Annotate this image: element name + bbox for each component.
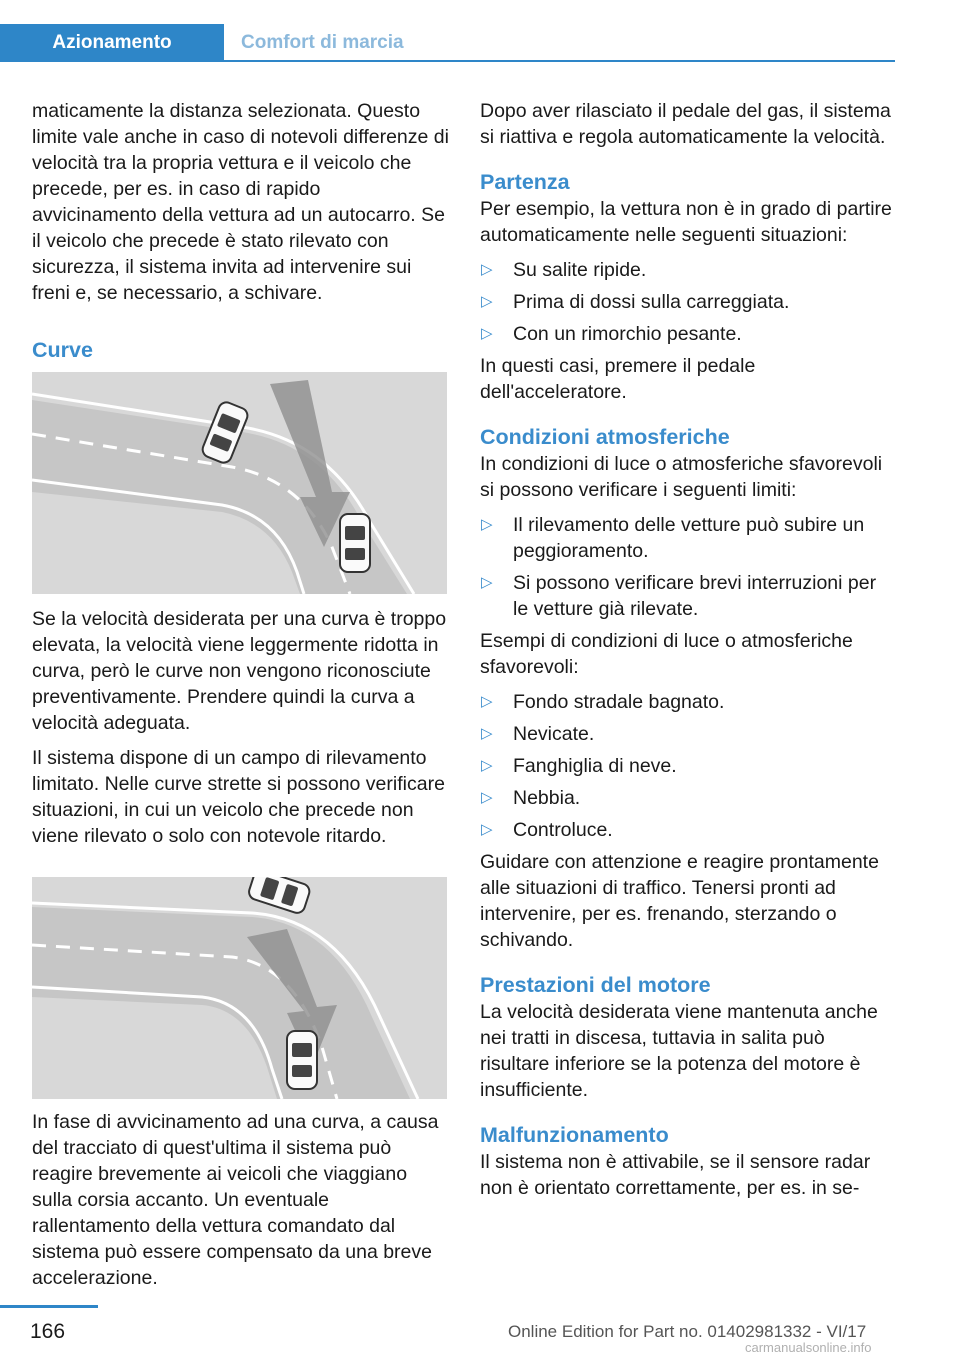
list-item: ▷ Fanghiglia di neve.	[480, 753, 896, 779]
list-item: ▷ Si possono verificare brevi interruzioni per le vetture già rilevate.	[480, 570, 896, 622]
list-limiti	[480, 512, 896, 622]
heading-curve: Curve	[32, 338, 93, 362]
list-condizioni	[480, 689, 896, 843]
header-divider	[0, 60, 895, 62]
paragraph: Il sistema non è attivabile, se il sensore radar non è orientato correttamente, per es. in se-	[480, 1151, 871, 1199]
list-item: ▷ Il rilevamento delle vetture può subire un peggioramento.	[480, 512, 896, 564]
heading-prestazioni: Prestazioni del motore	[480, 973, 711, 997]
section-tab-comfort[interactable]: Comfort di marcia	[241, 32, 404, 53]
list-item: ▷ Su salite ripide.	[480, 257, 896, 283]
paragraph: In fase di avvicinamento ad una curva, a causa del tracciato di quest'ultima il sistema può reagire brevemente ai veicoli che viaggiano sulla corsia accanto. Un eventuale rallentamento della vettura comandato dal sistema può essere compensato da una breve accelerazione.	[32, 1111, 439, 1289]
page-number: 166	[30, 1320, 66, 1343]
paragraph: La velocità desiderata viene mantenuta anche nei tratti in discesa, tuttavia in salita può risultare inferiore se la potenza del motore è insufficiente.	[480, 1001, 878, 1101]
paragraph: Dopo aver rilasciato il pedale del gas, il sistema si riattiva e regola automaticamente la velocità.	[480, 100, 891, 148]
list-item: ▷ Con un rimorchio pesante.	[480, 321, 896, 347]
list-item: ▷ Prima di dossi sulla carreggiata.	[480, 289, 896, 315]
watermark: carmanualsonline.info	[745, 1340, 872, 1355]
curve-illustration-1	[32, 372, 447, 594]
left-column	[32, 98, 450, 1300]
paragraph: Esempi di condizioni di luce o atmosferiche sfavorevoli:	[480, 630, 853, 678]
heading-malfunzionamento: Malfunzionamento	[480, 1123, 669, 1147]
right-column	[480, 98, 896, 1210]
list-item: ▷ Controluce.	[480, 817, 896, 843]
page-header	[0, 0, 895, 62]
paragraph: maticamente la distanza selezionata. Questo limite vale anche in caso di notevoli differenze di velocità tra la propria vettura e il veicolo che precede, per es. in caso di rapido avvicinamento della vettura ad un autocarro. Se il veicolo che precede è stato rilevato con sicurezza, il sistema invita ad intervenire sui freni e, se necessario, a schivare.	[32, 100, 449, 304]
list-partenza	[480, 257, 896, 347]
list-item: ▷ Nevicate.	[480, 721, 896, 747]
edition-note: Online Edition for Part no. 01402981332 - VI/17	[508, 1322, 867, 1341]
paragraph: In questi casi, premere il pedale dell'acceleratore.	[480, 355, 756, 403]
heading-partenza: Partenza	[480, 170, 570, 194]
section-tab-azionamento[interactable]: Azionamento	[0, 24, 224, 62]
paragraph: Se la velocità desiderata per una curva è troppo elevata, la velocità viene leggermente ridotta in curva, però le curve non vengono riconosciute preventivamente. Prendere quindi la curva a velocità adeguata.	[32, 608, 447, 734]
list-item: ▷ Fondo stradale bagnato.	[480, 689, 896, 715]
paragraph: Il sistema dispone di un campo di rilevamento limitato. Nelle curve strette si possono verificare situazioni, in cui un veicolo che precede non viene rilevato o solo con notevole ritardo.	[32, 747, 445, 847]
footer-divider	[0, 1305, 98, 1308]
paragraph: Guidare con attenzione e reagire prontamente alle situazioni di traffico. Tenersi pronti ad intervenire, per es. frenando, sterzando o schivando.	[480, 851, 879, 951]
curve-illustration-2	[32, 877, 447, 1099]
list-item: ▷ Nebbia.	[480, 785, 896, 811]
heading-condizioni: Condizioni atmosferiche	[480, 425, 730, 449]
paragraph: Per esempio, la vettura non è in grado di partire automaticamente nelle seguenti situazioni:	[480, 198, 892, 246]
paragraph: In condizioni di luce o atmosferiche sfavorevoli si possono verificare i seguenti limiti:	[480, 453, 883, 501]
